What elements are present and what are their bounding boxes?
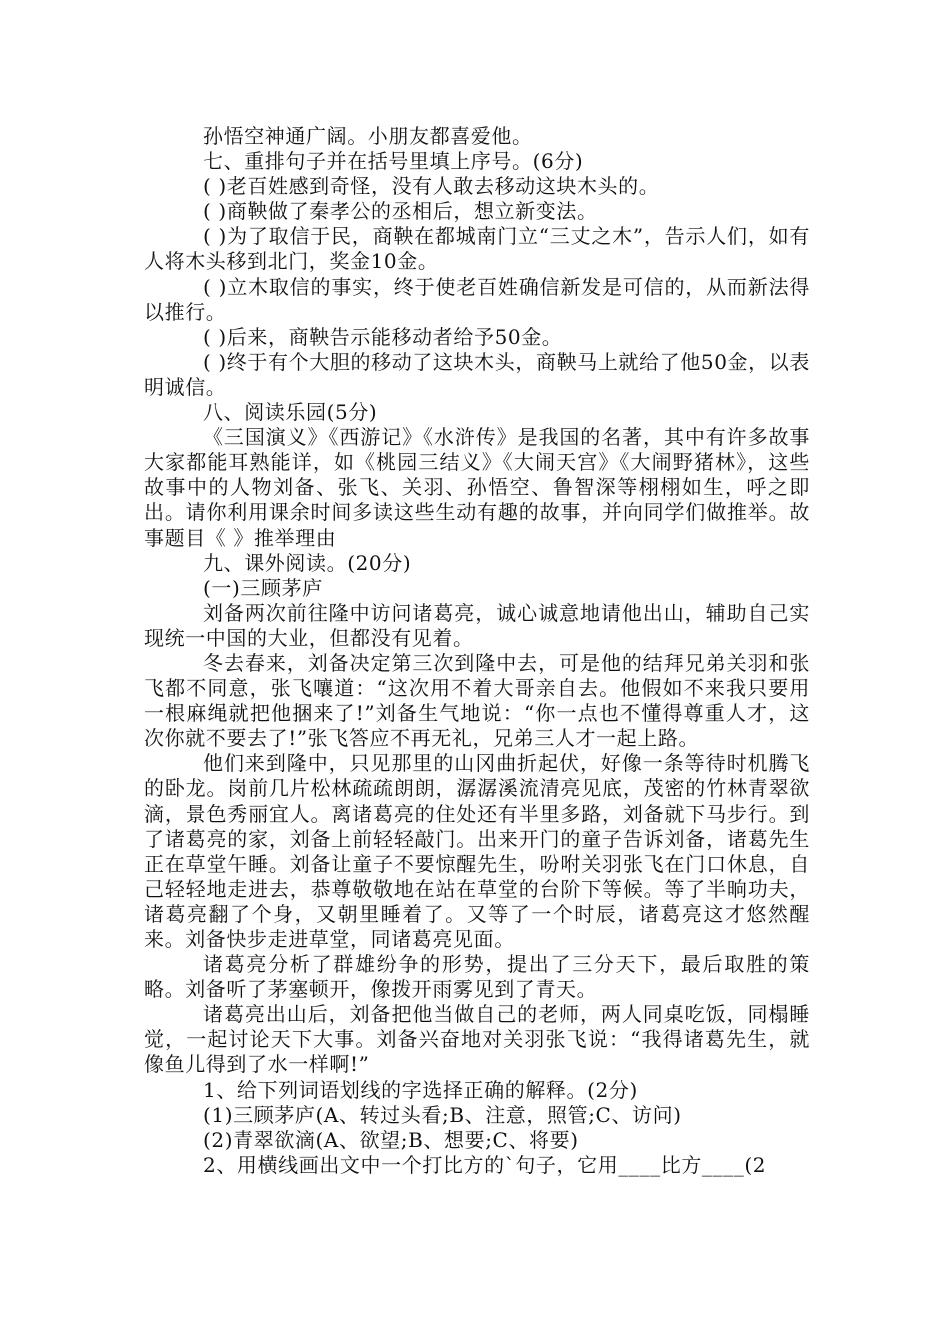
- reorder-item: ( )后来，商鞅告示能移动者给予50金。: [203, 324, 563, 349]
- section-heading: 九、课外阅读。(20分): [203, 550, 412, 575]
- story-paragraph: 刘备两次前往隆中访问诸葛亮，诚心诚意地请他出山，辅助自己实现统一中国的大业，但都没有见着。: [144, 600, 810, 650]
- question-item: 1、给下列词语划线的字选择正确的解释。(2分): [203, 1077, 638, 1102]
- story-title: (一)三顾茅庐: [203, 575, 323, 600]
- story-paragraph: 冬去春来，刘备决定第三次到隆中去，可是他的结拜兄弟关羽和张飞都不同意，张飞嚷道：“这次用不着大哥亲自去。他假如不来我只要用一根麻绳就把他捆来了!”刘备生气地说：“你一点也不懂得尊重人才，这次你就不要去了!”张飞答应不再无礼，兄弟三人才一起上路。: [144, 650, 810, 751]
- section-heading: 七、重排句子并在括号里填上序号。(6分): [203, 149, 584, 174]
- story-paragraph: 诸葛亮出山后，刘备把他当做自己的老师，两人同桌吃饭，同榻睡觉，一起讨论天下大事。刘备兴奋地对关羽张飞说：“我得诸葛先生，就像鱼儿得到了水一样啊!”: [144, 1002, 810, 1077]
- reorder-item: ( )终于有个大胆的移动了这块木头，商鞅马上就给了他50金，以表明诚信。: [144, 349, 810, 399]
- question-item: (2)青翠欲滴(A、欲望;B、想要;C、将要): [203, 1127, 579, 1152]
- reorder-item: ( )为了取信于民，商鞅在都城南门立“三丈之木”，告示人们，如有人将木头移到北门，奖金10金。: [144, 224, 810, 274]
- question-item: 2、用横线画出文中一个打比方的`句子，它用____比方____(2: [203, 1152, 767, 1177]
- document-body: [144, 124, 810, 1178]
- reading-paragraph: 《三国演义》《西游记》《水浒传》是我国的名著，其中有许多故事大家都能耳熟能详，如《桃园三结义》《大闹天宫》《大闹野猪林》，这些故事中的人物刘备、张飞、关羽、孙悟空、鲁智深等栩栩如生，呼之即出。请你利用课余时间多读这些生动有趣的故事，并向同学们做推举。故事题目《 》推举理由: [144, 425, 810, 550]
- story-paragraph: 他们来到隆中，只见那里的山冈曲折起伏，好像一条等待时机腾飞的卧龙。岗前几片松林疏疏朗朗，潺潺溪流清亮见底，茂密的竹林青翠欲滴，景色秀丽宜人。离诸葛亮的住处还有半里多路，刘备就下马步行。到了诸葛亮的家，刘备上前轻轻敲门。出来开门的童子告诉刘备，诸葛先生正在草堂午睡。刘备让童子不要惊醒先生，吩咐关羽张飞在门口休息，自己轻轻地走进去，恭尊敬敬地在站在草堂的台阶下等候。等了半晌功夫，诸葛亮翻了个身，又朝里睡着了。又等了一个时辰，诸葛亮这才悠然醒来。刘备快步走进草堂，同诸葛亮见面。: [144, 751, 810, 951]
- reorder-item: ( )立木取信的事实，终于使老百姓确信新发是可信的，从而新法得以推行。: [144, 274, 810, 324]
- question-item: (1)三顾茅庐(A、转过头看;B、注意，照管;C、访问): [203, 1102, 682, 1127]
- text-line: 孙悟空神通广阔。小朋友都喜爱他。: [203, 124, 533, 148]
- section-heading: 八、阅读乐园(5分): [203, 400, 378, 425]
- reorder-item: ( )商鞅做了秦孝公的丞相后，想立新变法。: [203, 199, 598, 224]
- reorder-item: ( )老百姓感到奇怪，没有人敢去移动这块木头的。: [203, 174, 660, 199]
- story-paragraph: 诸葛亮分析了群雄纷争的形势，提出了三分天下，最后取胜的策略。刘备听了茅塞顿开，像拨开雨雾见到了青天。: [144, 952, 810, 1002]
